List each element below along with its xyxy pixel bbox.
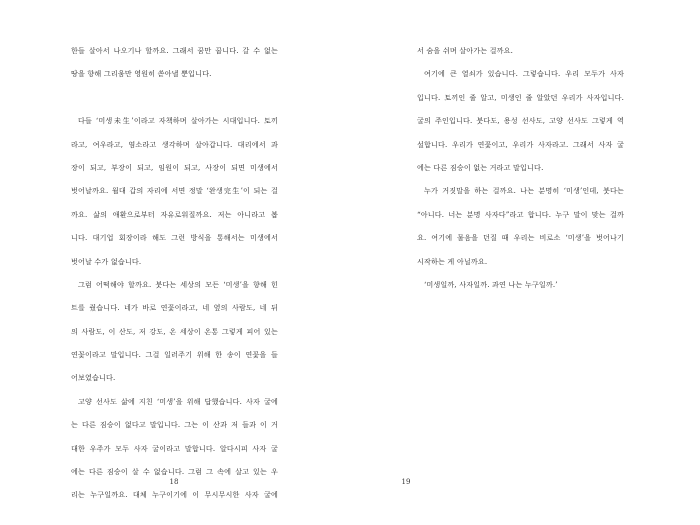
text-line: 설합니다. 우리가 연꽃이고, 우리가 사자라고. 그래서 사자 굴: [417, 139, 624, 149]
text-line: 연꽃이라고 말입니다. 그걸 일러주기 위해 한 송이 연꽃을 들: [71, 350, 278, 360]
text-line: 땅을 향해 그리움만 영원히 쏟아낼 뿐입니다.: [71, 69, 212, 79]
text-line: 고양 선사도 삶에 지친 ‘미생’을 위해 답했습니다. 사자 굴에: [78, 396, 278, 406]
text-line: 누가 거짓말을 하는 걸까요. 나는 분명히 ‘미생’인데, 붓다는: [424, 186, 624, 196]
text-line: 까요. 삶의 애환으로부터 자유로워질까요. 저는 아니라고 봅: [71, 209, 278, 219]
text-line: “아니다. 너는 분명 사자다”라고 합니다. 누구 말이 맞는 걸까: [417, 209, 624, 219]
text-line: ‘미생일까, 사자일까. 과연 나는 누구일까.’: [424, 279, 558, 289]
text-line: 의 사람도, 이 산도, 저 강도, 온 세상이 온통 그렇게 피어 있는: [71, 326, 278, 336]
text-line: 여기에 큰 열쇠가 있습니다. 그렇습니다. 우리 모두가 사자: [424, 69, 624, 79]
paragraph-gap: [71, 86, 278, 109]
text-line: 리는 누구일까요. 대체 누구이기에 이 무시무시한 사자 굴에: [71, 490, 278, 500]
text-line: 장이 되고, 부장이 되고, 임원이 되고, 사장이 되면 미생에서: [71, 162, 278, 172]
text-line: 에는 다른 짐승이 없는 거라고 말입니다.: [417, 162, 544, 172]
text-line: 에는 다른 짐승이 살 수 없습니다. 그럼 그 속에 살고 있는 우: [71, 467, 278, 477]
right-page-text: [417, 39, 624, 296]
page-number: 19: [401, 478, 411, 486]
text-line: 트를 줬습니다. 네가 바로 연꽃이라고, 네 옆의 사람도, 네 뒤: [71, 303, 278, 313]
text-line: 서 숨을 쉬며 살아가는 걸까요.: [417, 46, 514, 55]
text-line: 어보였습니다.: [71, 373, 116, 383]
text-line: 니다. 대기업 회장이라 해도 그런 방식을 통해서는 미생에서: [71, 233, 278, 243]
text-line: 시작하는 게 아닐까요.: [417, 256, 488, 266]
text-line: 입니다. 토끼인 줄 알고, 미생인 줄 알았던 우리가 사자입니다.: [417, 92, 624, 102]
text-line: 굴의 주인입니다. 붓다도, 용성 선사도, 고양 선사도 그렇게 역: [417, 116, 624, 126]
page-number: 18: [169, 478, 179, 486]
text-line: 대한 우주가 모두 사자 굴이라고 말합니다. 알다시피 사자 굴: [71, 443, 278, 453]
text-line: 벗어날까요. 월대 갑의 자리에 서면 정말 ‘완생完生’이 되는 걸: [71, 186, 278, 196]
left-page-text: [71, 39, 278, 507]
text-line: 벗어날 수가 없습니다.: [71, 256, 142, 266]
text-line: 요. 여기에 물음을 던질 때 우리는 비로소 ‘미생’을 벗어나기: [417, 233, 624, 243]
text-line: 다들 ‘미생未生’이라고 자책하며 살아가는 시대입니다. 토끼: [78, 116, 278, 126]
right-page: [350, 0, 700, 525]
text-line: 라고, 여우라고, 염소라고 생각하며 살아갑니다. 대리에서 과: [71, 139, 278, 149]
text-line: 는 다른 짐승이 없다고 말입니다. 그는 이 산과 저 들과 이 거: [71, 420, 278, 430]
text-line: 한들 살아서 나오기나 할까요. 그래서 꿈만 꿉니다. 갈 수 없는: [71, 46, 278, 55]
text-line: 그럼 어떡해야 할까요. 붓다는 세상의 모든 ‘미생’을 향해 힌: [78, 279, 278, 289]
